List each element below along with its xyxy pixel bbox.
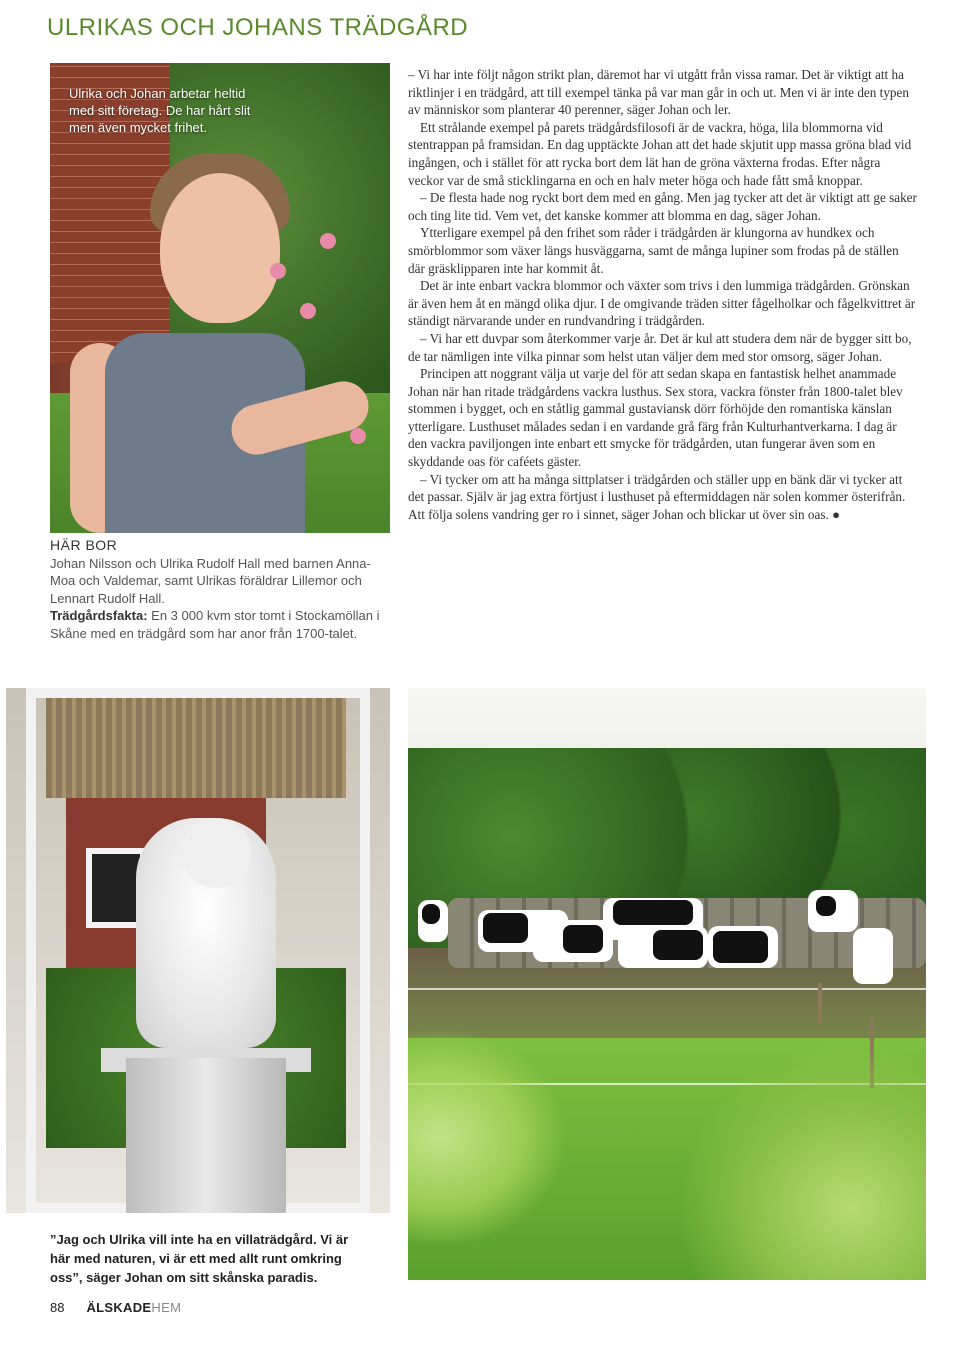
article-paragraph: – Vi har inte följt någon strikt plan, däremot har vi utgått från vissa ramar. Det är viktigt att ha riktlinjer i en trädgård, att till exempel tänka på var man går in och ut. Men vi är inte den typen av människor som planterar 40 perenner, säger Johan och ler. [408, 67, 909, 118]
person-face [160, 173, 280, 323]
article-paragraph: Det är inte enbart vackra blommor och växter som trivs i den lummiga trädgården. Grönskan är även hem åt en mängd olika djur. I de omgivande träden sitter fågelholkar och fågelkvittret är ständigt närvarande under en rundvandring i trädgården. [408, 278, 916, 329]
cherub-statue-photo [6, 688, 390, 1213]
rose-flower [350, 428, 366, 444]
article-paragraph: – Vi tycker om att ha många sittplatser i trädgården och ställer upp en bänk där vi tycker att det passar. Själv är jag extra förtjust i lusthuset på eftermiddagen när solen kommer österifrån. Att följa solens vandring ger ro i sinnet, säger Johan och blickar ut över sin oas. ● [408, 471, 906, 522]
cow [533, 920, 613, 962]
info-box-fakta [50, 607, 390, 642]
foreground-leaves [408, 1028, 568, 1248]
cow [618, 926, 708, 968]
article-paragraph: Principen att noggrant välja ut varje del för att sedan skapa en fantastisk helhet anammade Johan när han ritade trädgårdens vackra lusthus. Sex stora, vackra fönster från 1800-talet blev stommen i bygget, och en ståtlig gammal gustaviansk dörr förhöjde den romantiska känslan ytterligare. Lusthuset målades sedan i en vardande grå färg från Kulturhantverkarna. I dag är den vackra paviljongen inte enbart ett smycke för trädgården, utan fungerar även som en skyddande oas för caféets gäster. [408, 366, 903, 470]
page-folio [50, 1300, 181, 1315]
woman-with-roses-photo [50, 63, 390, 533]
magazine-name-bold: ÄLSKADE [86, 1300, 152, 1315]
rose-flower [300, 303, 316, 319]
cow [808, 890, 858, 932]
article-paragraph: Ytterligare exempel på den frihet som råder i trädgården är klungorna av hundkex och smörblommor som växer längs husväggarna, samt de många lupiner som frodas på de ställen där gräsklipparen inte har kommit åt. [408, 225, 899, 276]
cows-in-pasture-photo [408, 688, 926, 1280]
info-box-residents: Johan Nilsson och Ulrika Rudolf Hall med barnen Anna-Moa och Valdemar, samt Ulrikas föräldrar Lillemor och Lennart Rudolf Hall. [50, 555, 371, 606]
article-body [408, 66, 918, 523]
fakta-label: Trädgårdsfakta: [50, 608, 148, 623]
fakta-text: En 3 000 kvm stor tomt i Stockamöllan i Skåne med en trädgård som har anor från 1700-talet. [50, 608, 380, 641]
info-box [50, 537, 390, 642]
cow [708, 926, 778, 968]
page-number: 88 [50, 1300, 65, 1315]
rose-flower [320, 233, 336, 249]
cow [853, 928, 893, 984]
article-paragraph: Ett strålande exempel på parets trädgårdsfilosofi är de vackra, höga, lila blommorna vid stentrappan på framsidan. En dag upptäckte Johan att det hade skjutit upp massa gröna blad vid ingången, och i stället för att rycka bort dem lät han de gröna växterna frodas. Efter några veckor var de små sticklingarna en och en halv meter höga och hade fått små knoppar. [408, 119, 912, 188]
fence-post [818, 983, 822, 1023]
magazine-name-light: HEM [151, 1300, 182, 1315]
marble-pedestal [126, 1058, 286, 1213]
fence-wire [408, 988, 926, 990]
foreground-leaves [676, 1040, 926, 1280]
article-paragraph: – De flesta hade nog ryckt bort dem med en gång. Men jag tycker att det är viktigt att ge saker och ting lite tid. Vem vet, det kanske kommer att blomma en dag, säger Johan. [408, 190, 917, 223]
cherub-head [181, 818, 251, 888]
rose-flower [270, 263, 286, 279]
info-box-title: HÄR BOR [50, 537, 118, 553]
article-paragraph: – Vi har ett duvpar som återkommer varje år. Det är kul att studera dem när de bygger sitt bo, de tar nämligen inte vilka pinnar som helst utan väljer dem med stor omsorg, säger Johan. [408, 330, 912, 364]
photo-caption: Ulrika och Johan arbetar heltid med sitt företag. De har hårt slit men även mycket frihet. [69, 86, 251, 135]
photo-quote: ”Jag och Ulrika vill inte ha en villaträdgård. Vi är här med naturen, vi är ett med allt runt omkring oss”, säger Johan om sitt skånska paradis. [50, 1232, 349, 1285]
page-header-title: ULRIKAS OCH JOHANS TRÄDGÅRD [47, 14, 469, 41]
cow [418, 900, 448, 942]
